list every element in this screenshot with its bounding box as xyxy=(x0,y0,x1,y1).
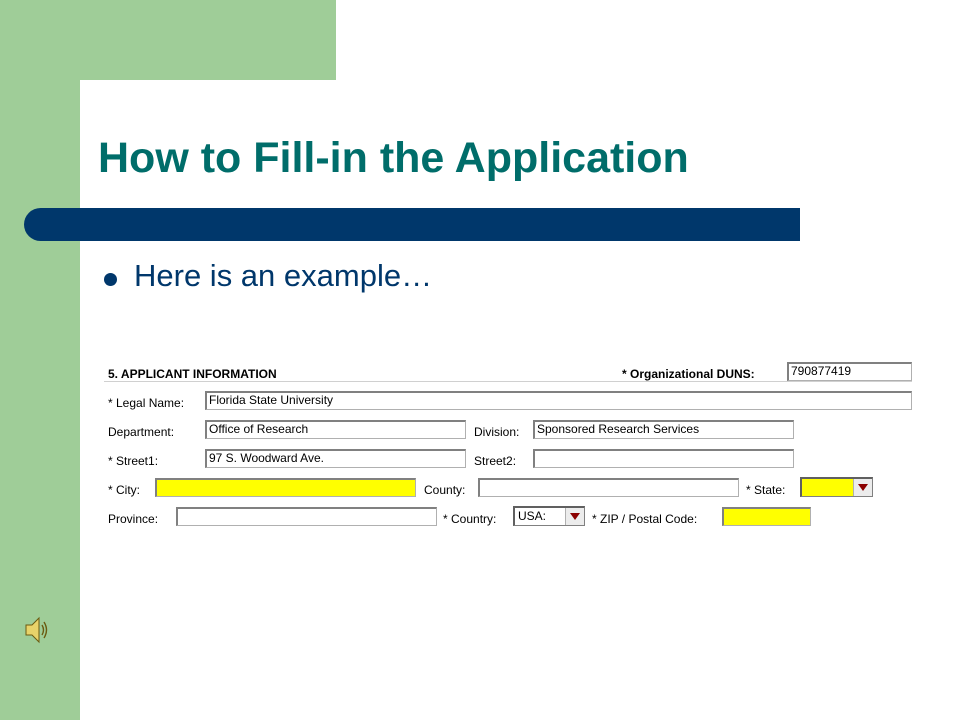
duns-field[interactable]: 790877419 xyxy=(787,362,912,381)
country-select[interactable] xyxy=(513,506,585,526)
street2-field[interactable] xyxy=(533,449,794,468)
speaker-icon[interactable] xyxy=(24,614,50,646)
department-field[interactable]: Office of Research xyxy=(205,420,466,439)
state-select[interactable] xyxy=(800,477,873,497)
section-title: 5. APPLICANT INFORMATION xyxy=(108,367,277,381)
province-label: Province: xyxy=(108,512,159,526)
state-label: * State: xyxy=(746,483,786,497)
county-field[interactable] xyxy=(478,478,739,497)
legal-name-label: * Legal Name: xyxy=(108,396,185,410)
state-dropdown-arrow-icon[interactable] xyxy=(853,479,872,496)
street2-label: Street2: xyxy=(474,454,517,468)
zip-field[interactable] xyxy=(722,507,811,526)
department-label: Department: xyxy=(108,425,175,439)
county-label: County: xyxy=(424,483,466,497)
green-side-band xyxy=(0,0,80,720)
bullet-text: Here is an example… xyxy=(134,258,433,293)
street1-label: * Street1: xyxy=(108,454,159,468)
zip-label: * ZIP / Postal Code: xyxy=(592,512,698,526)
country-value: USA: xyxy=(518,509,547,523)
legal-name-field[interactable]: Florida State University xyxy=(205,391,912,410)
bullet-dot-icon xyxy=(104,273,117,286)
province-field[interactable] xyxy=(176,507,437,526)
slide-title: How to Fill-in the Application xyxy=(98,134,689,182)
applicant-information-form xyxy=(100,355,912,535)
green-top-band xyxy=(0,0,336,80)
content-corner xyxy=(80,80,140,140)
country-label: * Country: xyxy=(443,512,497,526)
division-label: Division: xyxy=(474,425,520,439)
duns-label: * Organizational DUNS: xyxy=(622,367,755,381)
section-separator xyxy=(104,381,912,382)
street1-field[interactable]: 97 S. Woodward Ave. xyxy=(205,449,466,468)
division-field[interactable]: Sponsored Research Services xyxy=(533,420,794,439)
title-divider-bar xyxy=(24,208,800,241)
country-dropdown-arrow-icon[interactable] xyxy=(565,508,584,525)
city-label: * City: xyxy=(108,483,141,497)
city-field[interactable] xyxy=(155,478,416,497)
